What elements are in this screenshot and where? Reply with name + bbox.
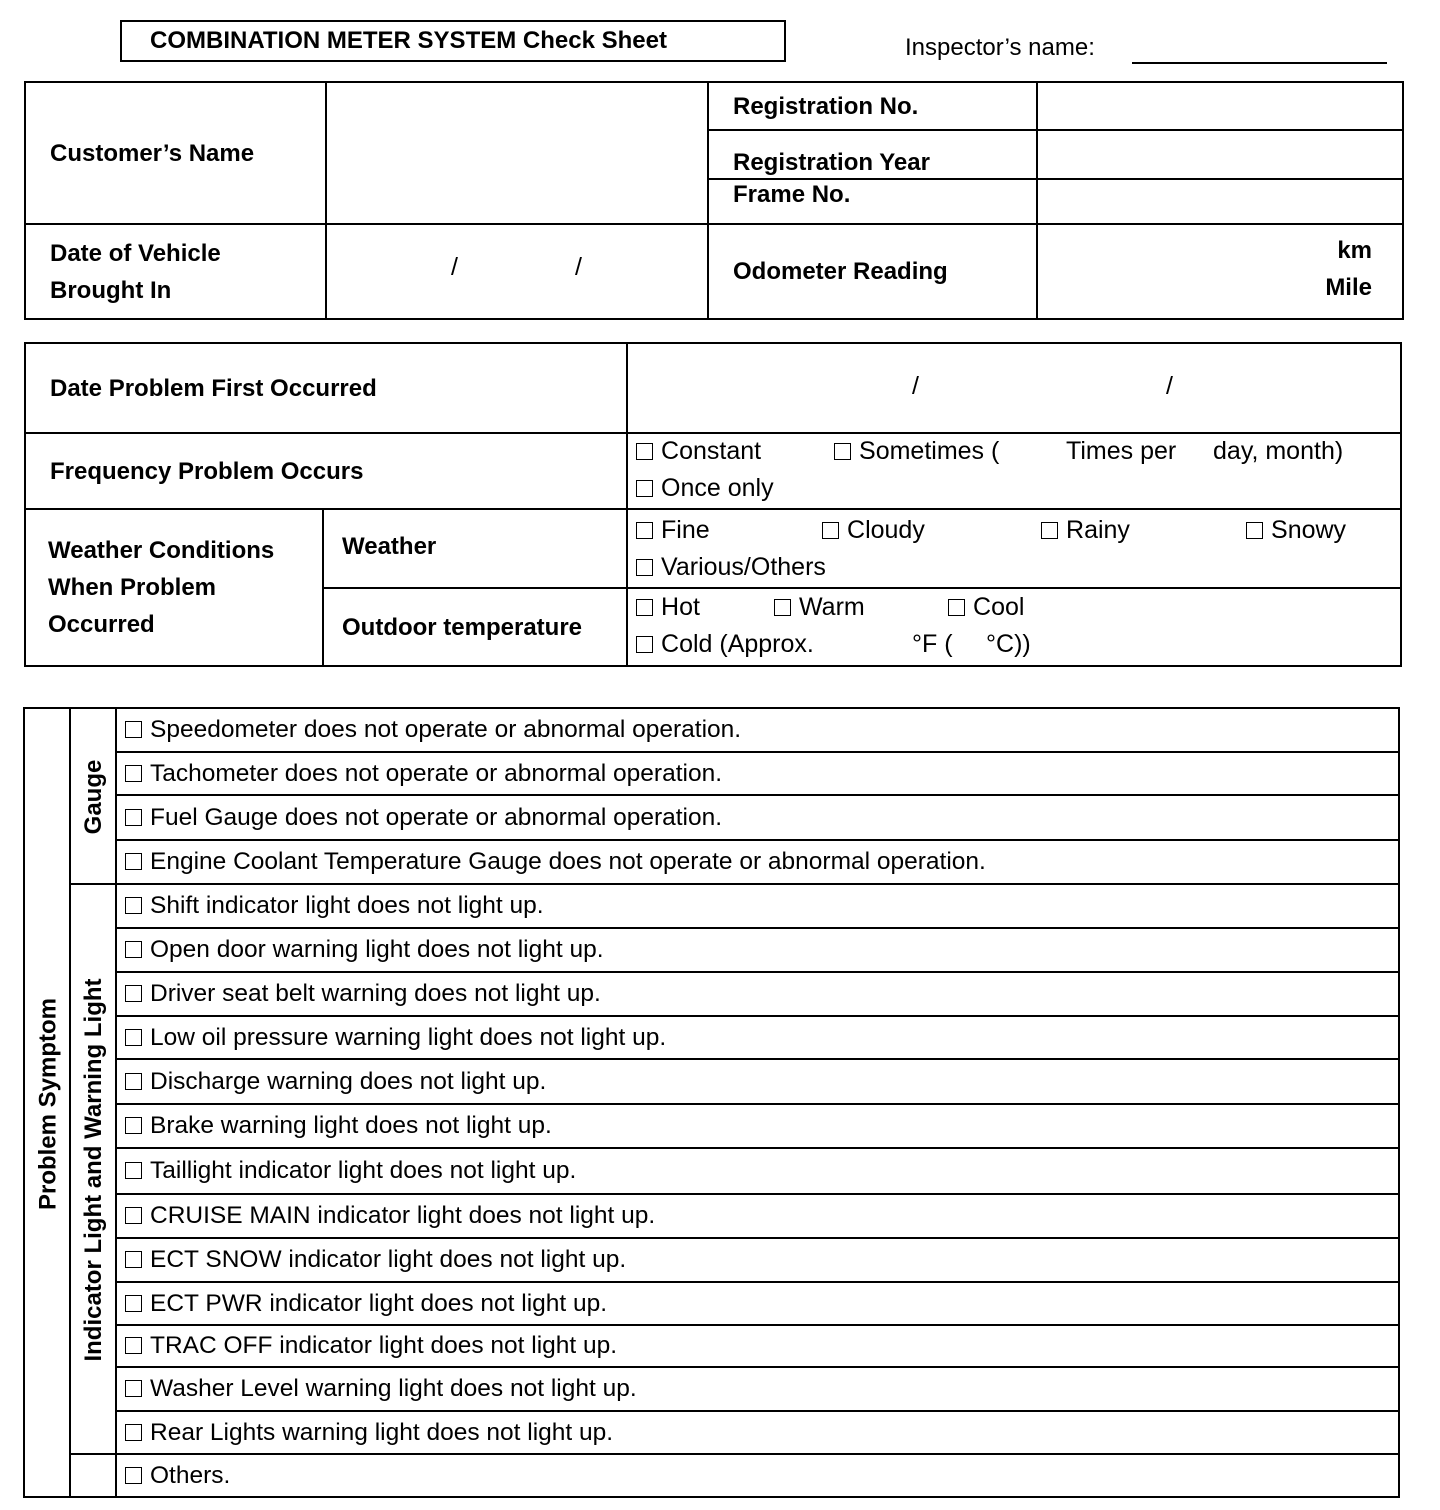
odometer-field[interactable] xyxy=(1037,224,1403,319)
symptom-label: Fuel Gauge does not operate or abnormal operation. xyxy=(150,803,723,831)
temp-cool-option[interactable] xyxy=(948,593,1024,622)
symptom-label: TRAC OFF indicator light does not light up. xyxy=(150,1332,618,1359)
symptom-label: Taillight indicator light does not light up. xyxy=(150,1157,577,1184)
option-label: Constant xyxy=(661,437,762,465)
checkbox[interactable] xyxy=(125,1207,142,1224)
celsius-label: °C)) xyxy=(986,630,1031,658)
date-brought-in-label xyxy=(25,224,326,319)
checkbox[interactable] xyxy=(125,1424,142,1441)
symptom-label: ECT SNOW indicator light does not light up. xyxy=(150,1246,627,1273)
registration-no-label: Registration No. xyxy=(708,82,1037,130)
checkbox[interactable] xyxy=(125,1380,142,1397)
gauge-symptom-item[interactable] xyxy=(116,752,1399,795)
checkbox[interactable] xyxy=(834,443,851,460)
symptom-label: Brake warning light does not light up. xyxy=(150,1112,552,1139)
checkbox[interactable] xyxy=(125,765,142,782)
problem-symptom-label-cell xyxy=(24,708,70,1497)
weather-conditions-label xyxy=(25,509,323,666)
registration-year-label: Registration Year xyxy=(708,130,1037,179)
checkbox[interactable] xyxy=(125,721,142,738)
checkbox[interactable] xyxy=(125,1162,142,1179)
problem-symptom-table xyxy=(23,707,1400,1498)
gauge-label: Gauge xyxy=(80,759,107,835)
customer-name-label: Customer’s Name xyxy=(25,82,326,224)
inspector-name-label: Inspector’s name: xyxy=(905,34,1095,61)
checkbox[interactable] xyxy=(1041,522,1058,539)
frequency-label: Frequency Problem Occurs xyxy=(25,433,627,509)
blank-category-cell xyxy=(70,1454,116,1497)
symptom-label: Rear Lights warning light does not light up. xyxy=(150,1418,614,1446)
frequency-constant-option[interactable] xyxy=(636,437,761,466)
indicator-symptom-item[interactable] xyxy=(116,972,1399,1016)
indicator-symptom-item[interactable] xyxy=(116,1148,1399,1194)
checkbox[interactable] xyxy=(125,1029,142,1046)
weather-various-option[interactable] xyxy=(636,553,826,582)
gauge-symptom-item[interactable] xyxy=(116,795,1399,840)
date-separator: / xyxy=(451,253,458,281)
checkbox[interactable] xyxy=(125,1117,142,1134)
checkbox[interactable] xyxy=(636,443,653,460)
outdoor-temperature-label: Outdoor temperature xyxy=(323,588,627,666)
registration-year-field[interactable] xyxy=(1037,130,1403,179)
checkbox[interactable] xyxy=(948,599,965,616)
option-label: Fine xyxy=(661,516,710,544)
weather-conditions-label-line2: When Problem xyxy=(48,574,217,601)
indicator-light-label-cell xyxy=(70,884,116,1454)
date-brought-in-label-line1: Date of Vehicle xyxy=(50,239,221,267)
option-label: Sometimes ( xyxy=(859,437,1000,465)
temp-cold-option[interactable] xyxy=(636,630,814,659)
frequency-options xyxy=(627,433,1401,509)
indicator-light-label: Indicator Light and Warning Light xyxy=(80,978,107,1362)
registration-no-field[interactable] xyxy=(1037,82,1403,130)
sheet-title: COMBINATION METER SYSTEM Check Sheet xyxy=(120,20,786,62)
date-separator: / xyxy=(1166,372,1173,400)
checkbox[interactable] xyxy=(636,559,653,576)
odometer-unit-km: km xyxy=(1337,237,1372,264)
problem-symptom-label: Problem Symptom xyxy=(34,997,61,1210)
indicator-symptom-item[interactable] xyxy=(116,928,1399,972)
checkbox[interactable] xyxy=(125,1295,142,1312)
symptom-label: Driver seat belt warning does not light up. xyxy=(150,980,601,1007)
weather-cloudy-option[interactable] xyxy=(822,516,925,545)
checkbox[interactable] xyxy=(125,1251,142,1268)
checkbox[interactable] xyxy=(125,809,142,826)
symptom-label: ECT PWR indicator light does not light up. xyxy=(150,1289,608,1317)
weather-conditions-label-line3: Occurred xyxy=(48,611,155,638)
checkbox[interactable] xyxy=(636,599,653,616)
indicator-symptom-item[interactable] xyxy=(116,1325,1399,1367)
indicator-symptom-item[interactable] xyxy=(116,1367,1399,1411)
option-label: Hot xyxy=(661,593,700,621)
symptom-label: Others. xyxy=(150,1461,231,1489)
times-per-label: Times per xyxy=(1066,437,1177,465)
gauge-symptom-item[interactable] xyxy=(116,708,1399,752)
checkbox[interactable] xyxy=(1246,522,1263,539)
checkbox[interactable] xyxy=(125,1337,142,1354)
checkbox[interactable] xyxy=(636,522,653,539)
date-brought-in-label-line2: Brought In xyxy=(50,276,172,304)
symptom-label: Shift indicator light does not light up. xyxy=(150,892,544,919)
symptom-label: Speedometer does not operate or abnormal operation. xyxy=(150,716,742,743)
frame-no-label: Frame No. xyxy=(708,179,1037,224)
weather-conditions-label-line1: Weather Conditions xyxy=(48,537,275,564)
date-first-occurred-label: Date Problem First Occurred xyxy=(25,343,627,433)
option-label: Once only xyxy=(661,474,774,502)
temp-hot-option[interactable] xyxy=(636,593,700,622)
checkbox[interactable] xyxy=(125,941,142,958)
weather-rainy-option[interactable] xyxy=(1041,516,1130,545)
weather-fine-option[interactable] xyxy=(636,516,710,545)
odometer-label: Odometer Reading xyxy=(708,224,1037,319)
symptom-label: Engine Coolant Temperature Gauge does not operate or abnormal operation. xyxy=(150,848,986,875)
checkbox[interactable] xyxy=(125,897,142,914)
symptom-label: Washer Level warning light does not light up. xyxy=(150,1375,637,1402)
indicator-symptom-item[interactable] xyxy=(116,1194,1399,1238)
symptom-label: Tachometer does not operate or abnormal operation. xyxy=(150,759,723,787)
indicator-symptom-item[interactable] xyxy=(116,1059,1399,1104)
fahrenheit-label: °F ( xyxy=(912,630,953,658)
option-label: Cloudy xyxy=(847,516,925,544)
indicator-symptom-item[interactable] xyxy=(116,1238,1399,1282)
option-label: Various/Others xyxy=(661,553,826,581)
indicator-symptom-item[interactable] xyxy=(116,1282,1399,1325)
customer-name-field[interactable] xyxy=(326,82,708,224)
temperature-options xyxy=(627,588,1401,666)
option-label: Cold (Approx. xyxy=(661,630,814,658)
option-label: Warm xyxy=(799,593,865,621)
indicator-symptom-item[interactable] xyxy=(116,1016,1399,1059)
checkbox[interactable] xyxy=(125,985,142,1002)
option-label: Snowy xyxy=(1271,516,1347,544)
gauge-symptom-item[interactable] xyxy=(116,840,1399,884)
checkbox[interactable] xyxy=(125,1073,142,1090)
day-month-label: day, month) xyxy=(1213,437,1344,465)
indicator-symptom-item[interactable] xyxy=(116,1104,1399,1148)
inspector-name-field[interactable] xyxy=(1132,62,1387,64)
indicator-symptom-item[interactable] xyxy=(116,884,1399,928)
symptom-label: Discharge warning does not light up. xyxy=(150,1067,547,1095)
date-first-occurred-field[interactable] xyxy=(627,343,1401,433)
others-symptom-item[interactable] xyxy=(116,1454,1399,1497)
frequency-sometimes-option[interactable] xyxy=(834,437,999,466)
option-label: Cool xyxy=(973,593,1025,621)
frame-no-field[interactable] xyxy=(1037,179,1403,224)
date-separator: / xyxy=(575,253,582,281)
frequency-once-option[interactable] xyxy=(636,474,774,503)
date-separator: / xyxy=(912,372,919,400)
weather-label: Weather xyxy=(323,509,627,588)
symptom-label: CRUISE MAIN indicator light does not light up. xyxy=(150,1202,656,1229)
gauge-label-cell xyxy=(70,708,116,884)
odometer-unit-mile: Mile xyxy=(1325,274,1372,301)
vehicle-info-table xyxy=(24,81,1404,320)
symptom-label: Low oil pressure warning light does not light up. xyxy=(150,1023,667,1051)
symptom-label: Open door warning light does not light up. xyxy=(150,936,604,963)
checkbox[interactable] xyxy=(636,480,653,497)
weather-snowy-option[interactable] xyxy=(1246,516,1346,545)
weather-options xyxy=(627,509,1401,588)
temp-warm-option[interactable] xyxy=(774,593,865,622)
checkbox[interactable] xyxy=(125,1467,142,1484)
checkbox[interactable] xyxy=(774,599,791,616)
problem-info-table xyxy=(24,342,1402,667)
option-label: Rainy xyxy=(1066,516,1130,544)
date-brought-in-field[interactable] xyxy=(326,224,708,319)
checkbox[interactable] xyxy=(125,853,142,870)
checkbox[interactable] xyxy=(636,636,653,653)
indicator-symptom-item[interactable] xyxy=(116,1411,1399,1454)
checkbox[interactable] xyxy=(822,522,839,539)
